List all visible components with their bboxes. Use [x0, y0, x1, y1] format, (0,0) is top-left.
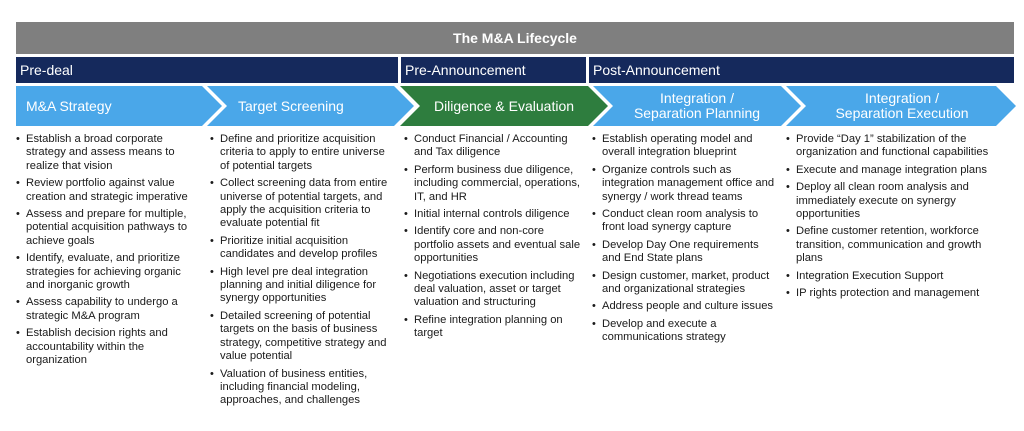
stage-label-line1: Integration /	[865, 90, 939, 106]
phase-label: Pre-Announcement	[405, 62, 526, 78]
list-item: • Establish decision rights and accountability within the organization	[16, 327, 198, 367]
stage-label-line1: Integration /	[660, 90, 734, 106]
list-item: • Perform business due diligence, including commercial, operations, IT, and HR	[404, 164, 584, 204]
stage-label-line2: Separation Execution	[835, 105, 969, 121]
list-item: • Deploy all clean room analysis and immediately execute on synergy opportunities	[786, 181, 1000, 221]
list-item: • Refine integration planning on target	[404, 314, 584, 341]
stage-label-integration-planning	[608, 86, 786, 126]
phase-post-announcement	[589, 57, 1014, 83]
list-item: • Detailed screening of potential targets on the basis of business strategy, competitive strategy and value potential	[210, 310, 396, 364]
list-item: • Assess capability to undergo a strategic M&A program	[16, 296, 198, 323]
list-item: • Valuation of business entities, including financial modeling, approaches, and challenges	[210, 368, 396, 408]
list-item: • Define customer retention, workforce transition, communication and growth plans	[786, 225, 1000, 265]
list-item: • Review portfolio against value creation and strategic imperative	[16, 177, 198, 204]
list-item: • IP rights protection and management	[786, 287, 1000, 300]
stage-label-text: Diligence & Evaluation	[433, 97, 575, 114]
stage-label-text: Target Screening	[238, 97, 344, 114]
list-item: • Collect screening data from entire universe of potential targets, and apply the acquisition criteria to evaluate potential fit	[210, 177, 396, 231]
list-item: • Define and prioritize acquisition criteria to apply to entire universe of potential targets	[210, 133, 396, 173]
list-item: • Identify, evaluate, and prioritize strategies for achieving organic and inorganic growth	[16, 252, 198, 292]
list-item: • Integration Execution Support	[786, 270, 1000, 283]
stage-label-diligence-evaluation	[418, 86, 590, 126]
diagram-title: The M&A Lifecycle	[453, 30, 577, 46]
list-item: • Assess and prepare for multiple, potential acquisition pathways to achieve goals	[16, 208, 198, 248]
stage-label-line2: Separation Planning	[633, 105, 761, 121]
list-item: • Develop and execute a communications strategy	[592, 318, 778, 345]
list-item: • Conduct clean room analysis to front load synergy capture	[592, 208, 778, 235]
list-item: • Design customer, market, product and organizational strategies	[592, 270, 778, 297]
list-item: • Organize controls such as integration management office and synergy / work thread teams	[592, 164, 778, 204]
list-item: • Establish a broad corporate strategy and assess means to realize that vision	[16, 133, 198, 173]
phase-pre-announcement	[401, 57, 586, 83]
list-item: • Identify core and non-core portfolio assets and eventual sale opportunities	[404, 225, 584, 265]
title-bar	[16, 22, 1014, 54]
bullets-ma-strategy	[16, 133, 198, 372]
list-item: • Develop Day One requirements and End State plans	[592, 239, 778, 266]
bullets-diligence-evaluation	[404, 133, 584, 345]
stage-label-target-screening	[238, 86, 398, 126]
stage-label-text: M&A Strategy	[26, 97, 112, 114]
phase-pre-deal	[16, 57, 398, 83]
list-item: • Execute and manage integration plans	[786, 164, 1000, 177]
phase-label: Pre-deal	[20, 62, 73, 78]
stage-label-integration-execution	[806, 86, 998, 126]
list-item: • Negotiations execution including deal valuation, asset or target valuation and structuring	[404, 270, 584, 310]
list-item: • Establish operating model and overall integration blueprint	[592, 133, 778, 160]
bullets-integration-execution	[786, 133, 1000, 304]
stage-label-ma-strategy	[26, 86, 206, 126]
phase-label: Post-Announcement	[593, 62, 720, 78]
list-item: • High level pre deal integration planning and initial diligence for synergy opportunities	[210, 266, 396, 306]
list-item: • Prioritize initial acquisition candidates and develop profiles	[210, 235, 396, 262]
list-item: • Provide “Day 1” stabilization of the organization and functional capabilities	[786, 133, 1000, 160]
list-item: • Address people and culture issues	[592, 300, 778, 313]
bullets-target-screening	[210, 133, 396, 412]
bullets-integration-planning	[592, 133, 778, 349]
list-item: • Initial internal controls diligence	[404, 208, 584, 221]
list-item: • Conduct Financial / Accounting and Tax diligence	[404, 133, 584, 160]
